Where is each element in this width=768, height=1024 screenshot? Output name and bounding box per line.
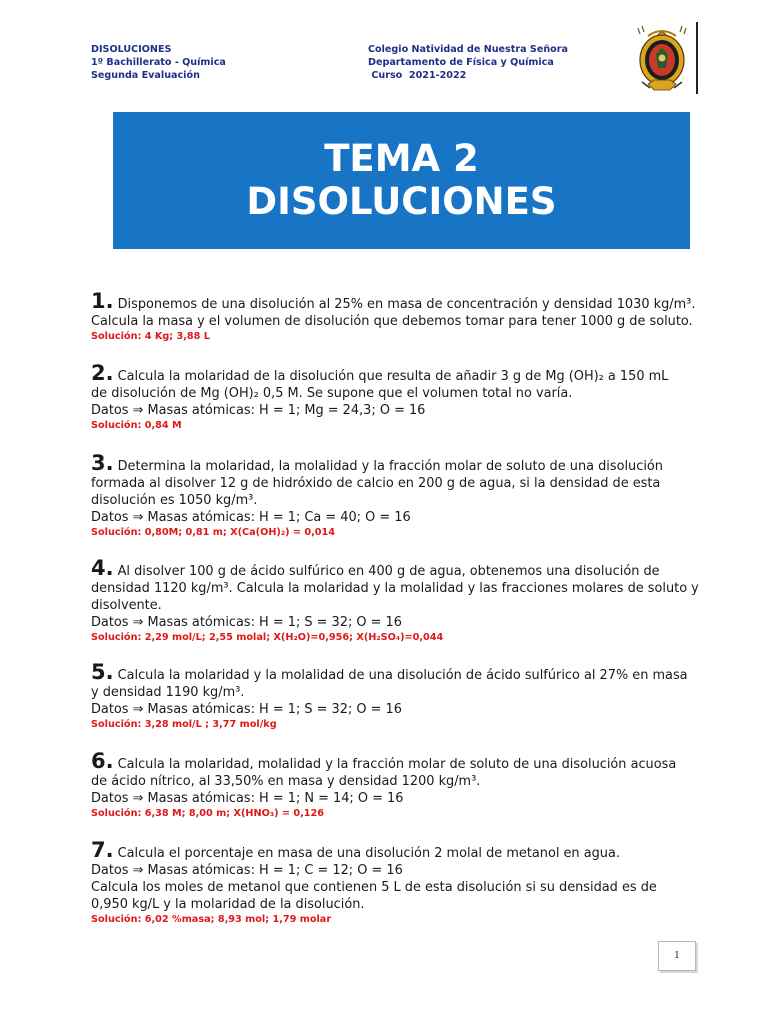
problem-text: Calcula la masa y el volumen de disolución que debemos tomar para tener 1000 g de soluto.: [91, 314, 693, 329]
problem-number: 5.: [91, 660, 114, 684]
problem-solution: Solución: 6,02 %masa; 8,93 mol; 1,79 molar: [91, 914, 332, 925]
problem-solution: Solución: 0,80M; 0,81 m; X(Ca(OH)₂) = 0,014: [91, 527, 336, 538]
problem-text: formada al disolver 12 g de hidróxido de calcio en 200 g de agua, si la densidad de esta: [91, 476, 661, 491]
problem-text: Calcula el porcentaje en masa de una disolución 2 molal de metanol en agua.: [117, 846, 620, 861]
school-seal-logo: [636, 24, 688, 94]
problem-text: de disolución de Mg (OH)₂ 0,5 M. Se supone que el volumen total no varía.: [91, 386, 573, 401]
problem-text: y densidad 1190 kg/m³.: [91, 685, 245, 700]
problem-number: 7.: [91, 838, 114, 862]
problem-text: de ácido nítrico, al 33,50% en masa y densidad 1200 kg/m³.: [91, 774, 481, 789]
problem-number: 6.: [91, 749, 114, 773]
header-course: 1º Bachillerato - Química: [91, 57, 226, 68]
header-school: Colegio Natividad de Nuestra Señora: [368, 44, 568, 55]
problem-text: Al disolver 100 g de ácido sulfúrico en 400 g de agua, obtenemos una disolución de: [117, 564, 660, 579]
problem-number: 4.: [91, 556, 114, 580]
page-number-box: [658, 941, 696, 971]
header-department: Departamento de Física y Química: [368, 57, 554, 68]
problem-4: [91, 556, 699, 644]
problem-data: Datos ⇒ Masas atómicas: H = 1; C = 12; O = 16: [91, 863, 403, 878]
problem-solution: Solución: 6,38 M; 8,00 m; X(HNO₃) = 0,126: [91, 808, 325, 819]
problem-text: densidad 1120 kg/m³. Calcula la molaridad y la molalidad y las fracciones molares de soluto y: [91, 581, 699, 596]
problem-text: Determina la molaridad, la molalidad y la fracción molar de soluto de una disolución: [117, 459, 663, 474]
problem-number: 1.: [91, 289, 114, 313]
problem-7: [91, 838, 691, 926]
header-left: [91, 43, 226, 82]
problem-6: [91, 749, 691, 820]
problem-text: Calcula la molaridad, molalidad y la fracción molar de soluto de una disolución acuosa: [117, 757, 677, 772]
title-line-2: DISOLUCIONES: [246, 180, 557, 223]
problem-data: Datos ⇒ Masas atómicas: H = 1; Mg = 24,3; O = 16: [91, 403, 426, 418]
header-year: Curso 2021-2022: [368, 70, 467, 81]
header-vertical-rule: [696, 22, 698, 94]
problem-text: disolvente.: [91, 598, 162, 613]
problem-solution: Solución: 2,29 mol/L; 2,55 molal; X(H₂O)=0,956; X(H₂SO₄)=0,044: [91, 632, 444, 643]
problem-text: disolución es 1050 kg/m³.: [91, 493, 258, 508]
problem-text: Calcula la molaridad y la molalidad de una disolución de ácido sulfúrico al 27% en masa: [117, 668, 688, 683]
problem-3: [91, 451, 691, 539]
problem-text: Calcula los moles de metanol que contienen 5 L de esta disolución si su densidad es de: [91, 880, 657, 895]
header-subject: DISOLUCIONES: [91, 44, 172, 55]
problem-text: Calcula la molaridad de la disolución que resulta de añadir 3 g de Mg (OH)₂ a 150 mL: [117, 369, 669, 384]
problem-number: 2.: [91, 361, 114, 385]
problem-number: 3.: [91, 451, 114, 475]
header-center: [368, 43, 568, 82]
problem-data: Datos ⇒ Masas atómicas: H = 1; Ca = 40; O = 16: [91, 510, 411, 525]
problem-solution: Solución: 0,84 M: [91, 420, 182, 431]
problem-solution: Solución: 4 Kg; 3,88 L: [91, 331, 210, 342]
problem-data: Datos ⇒ Masas atómicas: H = 1; S = 32; O = 16: [91, 702, 402, 717]
problem-text: Disponemos de una disolución al 25% en masa de concentración y densidad 1030 kg/m³.: [117, 297, 696, 312]
title-banner: [113, 112, 690, 249]
problem-data: Datos ⇒ Masas atómicas: H = 1; S = 32; O = 16: [91, 615, 402, 630]
problem-1: [91, 289, 696, 343]
problem-2: [91, 361, 691, 432]
page-number: 1: [674, 951, 680, 961]
problem-data: Datos ⇒ Masas atómicas: H = 1; N = 14; O = 16: [91, 791, 404, 806]
problem-text: 0,950 kg/L y la molaridad de la disolución.: [91, 897, 365, 912]
problem-solution: Solución: 3,28 mol/L ; 3,77 mol/kg: [91, 719, 277, 730]
problem-5: [91, 660, 691, 731]
title-line-1: TEMA 2: [324, 137, 479, 180]
header-term: Segunda Evaluación: [91, 70, 200, 81]
